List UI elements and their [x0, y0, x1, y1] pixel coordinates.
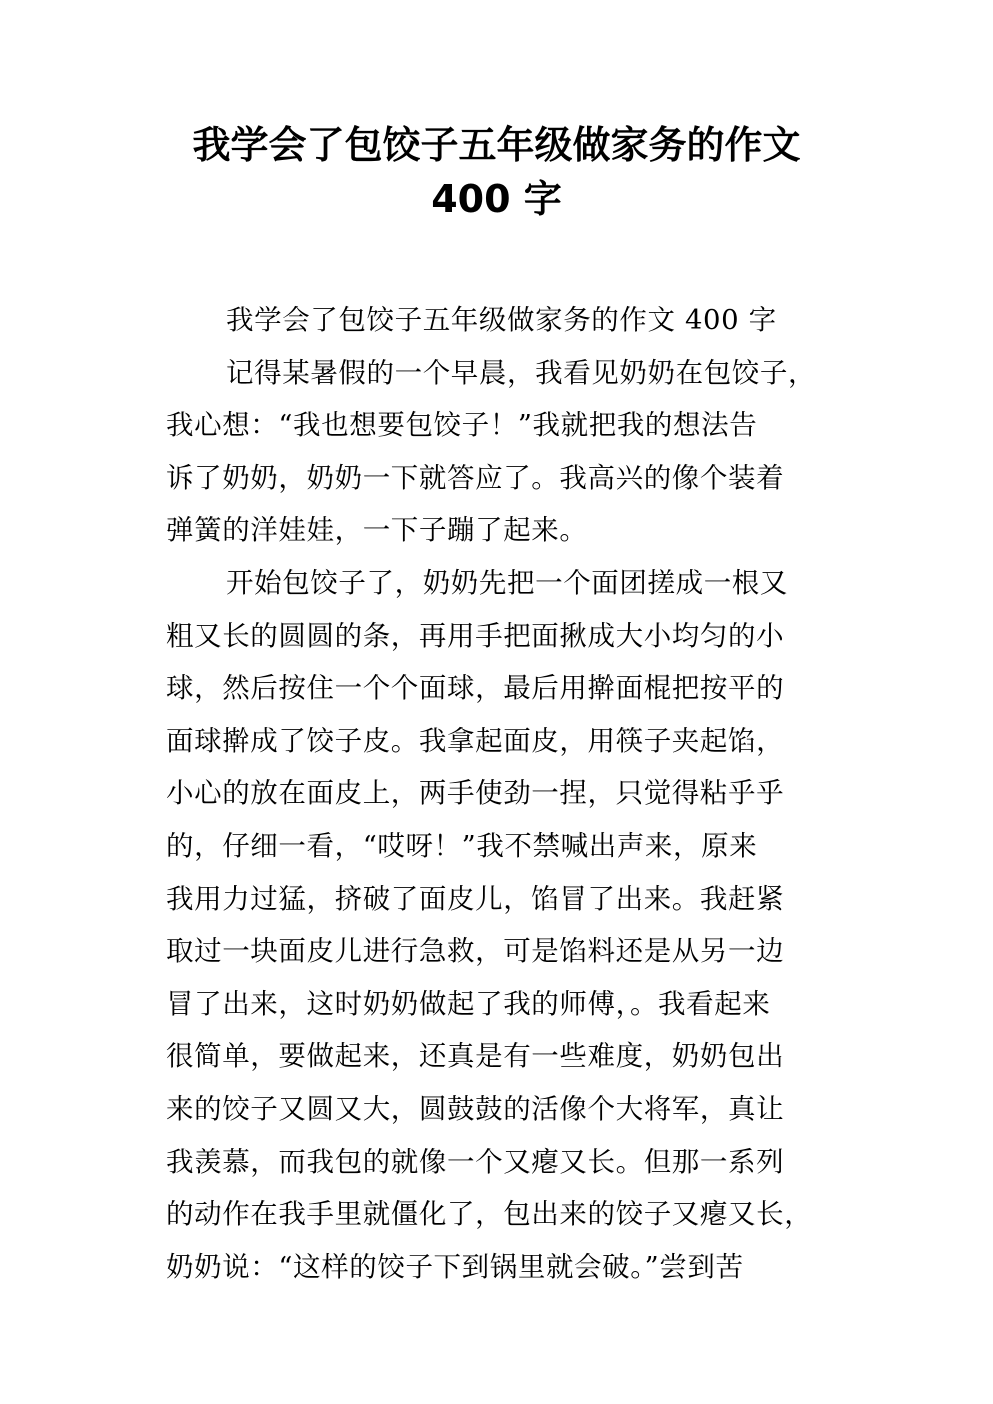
- body-line: 的动作在我手里就僵化了，包出来的饺子又瘪又长，: [166, 1198, 813, 1231]
- document-title: [0, 118, 993, 226]
- body-line: 我用力过猛，挤破了面皮儿，馅冒了出来。我赶紧: [166, 882, 785, 915]
- body-line: 小心的放在面皮上，两手使劲一捏，只觉得粘乎乎: [166, 777, 785, 810]
- title-line-2: 400 字: [431, 177, 562, 221]
- body-line: 来的饺子又圆又大，圆鼓鼓的活像个大将军，真让: [166, 1092, 785, 1125]
- title-line-1: 我学会了包饺子五年级做家务的作文: [192, 123, 801, 167]
- body-line: 的，仔细一看，“哎呀！”我不禁喊出声来，原来: [166, 829, 758, 862]
- body-line: 奶奶说：“这样的饺子下到锅里就会破。”尝到苦: [166, 1250, 744, 1283]
- body-line: 我心想：“我也想要包饺子！”我就把我的想法告: [166, 409, 758, 442]
- document-body: [166, 294, 836, 1293]
- body-line: 很简单，要做起来，还真是有一些难度，奶奶包出: [166, 1040, 785, 1073]
- body-line: 球，然后按住一个个面球，最后用擀面棍把按平的: [166, 672, 785, 705]
- body-line: 粗又长的圆圆的条，再用手把面揪成大小均匀的小: [166, 619, 785, 652]
- body-line: 记得某暑假的一个早晨，我看见奶奶在包饺子，: [226, 356, 817, 389]
- body-line: 诉了奶奶，奶奶一下就答应了。我高兴的像个装着: [166, 461, 785, 494]
- body-line: 冒了出来，这时奶奶做起了我的师傅，。我看起来: [166, 987, 771, 1020]
- body-line: 面球擀成了饺子皮。我拿起面皮，用筷子夹起馅，: [166, 724, 785, 757]
- body-line: 我学会了包饺子五年级做家务的作文 400 字: [226, 304, 777, 336]
- body-line: 我羡慕，而我包的就像一个又瘪又长。但那一系列: [166, 1145, 785, 1178]
- body-line: 开始包饺子了，奶奶先把一个面团搓成一根又: [226, 566, 788, 599]
- body-line: 取过一块面皮儿进行急救，可是馅料还是从另一边: [166, 935, 785, 968]
- body-line: 弹簧的洋娃娃，一下子蹦了起来。: [166, 514, 588, 547]
